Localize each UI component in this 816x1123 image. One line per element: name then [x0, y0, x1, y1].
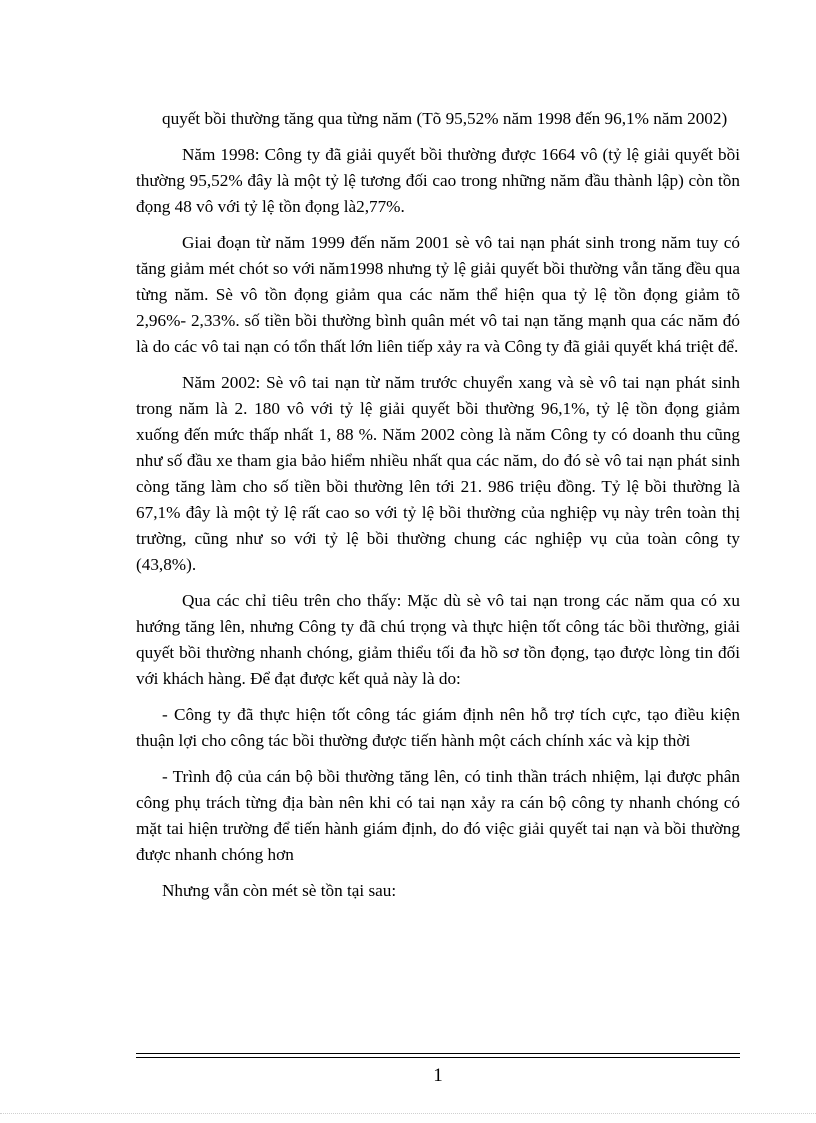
body-text — [136, 106, 740, 914]
paragraph-1998: Năm 1998: Công ty đã giải quyết bồi thường được 1664 vô (tỷ lệ giải quyết bồi thường 95,52% đây là một tỷ lệ tương đối cao trong những năm đầu thành lập) còn tồn đọng 48 vô với tỷ lệ tồn đọng là2,77%. — [136, 145, 740, 216]
page-bottom-border — [0, 1113, 816, 1114]
bullet-assessment: - Công ty đã thực hiện tốt công tác giám định nên hỗ trợ tích cực, tạo điều kiện thuận lợi cho công tác bồi thường được tiến hành một cách chính xác và kịp thời — [136, 705, 740, 750]
paragraph-continuation: quyết bồi thường tăng qua từng năm (Tõ 95,52% năm 1998 đến 96,1% năm 2002) — [162, 109, 728, 128]
paragraph-1999-2001: Giai đoạn từ năm 1999 đến năm 2001 sè vô tai nạn phát sinh trong năm tuy có tăng giảm mét chót so với năm1998 nhưng tỷ lệ giải quyết bồi thường vẫn tăng đều qua từng năm. Sè vô tồn đọng giảm qua các năm thể hiện qua tỷ lệ tồn đọng giảm tõ 2,96%- 2,33%. số tiền bồi thường bình quân mét vô tai nạn tăng mạnh qua các năm đó là do các vô tai nạn có tổn thất lớn liên tiếp xảy ra và Công ty đã giải quyết khá triệt để. — [136, 233, 740, 356]
bullet-staff: - Trình độ của cán bộ bồi thường tăng lên, có tinh thần trách nhiệm, lại được phân công phụ trách từng địa bàn nên khi có tai nạn xảy ra cán bộ công ty nhanh chóng có mặt tai hiện trường để tiến hành giám định, do đó việc giải quyết tai nạn và bồi thường được nhanh chóng hơn — [136, 767, 740, 864]
footer-divider — [136, 1053, 740, 1058]
page-number: 1 — [433, 1065, 443, 1086]
paragraph-summary: Qua các chỉ tiêu trên cho thấy: Mặc dù sè vô tai nạn trong các năm qua có xu hướng tăng lên, nhưng Công ty đã chú trọng và thực hiện tốt công tác bồi thường, giải quyết bồi thường nhanh chóng, giảm thiểu tối đa hồ sơ tồn đọng, tạo được lòng tin đối với khách hàng. Để đạt được kết quả này là do: — [136, 591, 740, 688]
paragraph-limitations: Nhưng vẫn còn mét sè tồn tại sau: — [162, 881, 397, 900]
paragraph-2002: Năm 2002: Sè vô tai nạn từ năm trước chuyển xang và sè vô tai nạn phát sinh trong năm là 2. 180 vô với tỷ lệ giải quyết bồi thường 96,1%, tỷ lệ tồn đọng giảm xuống đến mức thấp nhất 1, 88 %. Năm 2002 còng là năm Công ty có doanh thu cũng như số đầu xe tham gia bảo hiểm nhiều nhất qua các năm, do đó sè vô tai nạn phát sinh còng tăng làm cho số tiền bồi thường lên tới 21. 986 triệu đồng. Tỷ lệ bồi thường là 67,1% đây là một tỷ lệ rất cao so với tỷ lệ bồi thường của nghiệp vụ này trên toàn thị trường, cũng như so với tỷ lệ bồi thường chung các nghiệp vụ của toàn công ty (43,8%). — [136, 373, 740, 574]
